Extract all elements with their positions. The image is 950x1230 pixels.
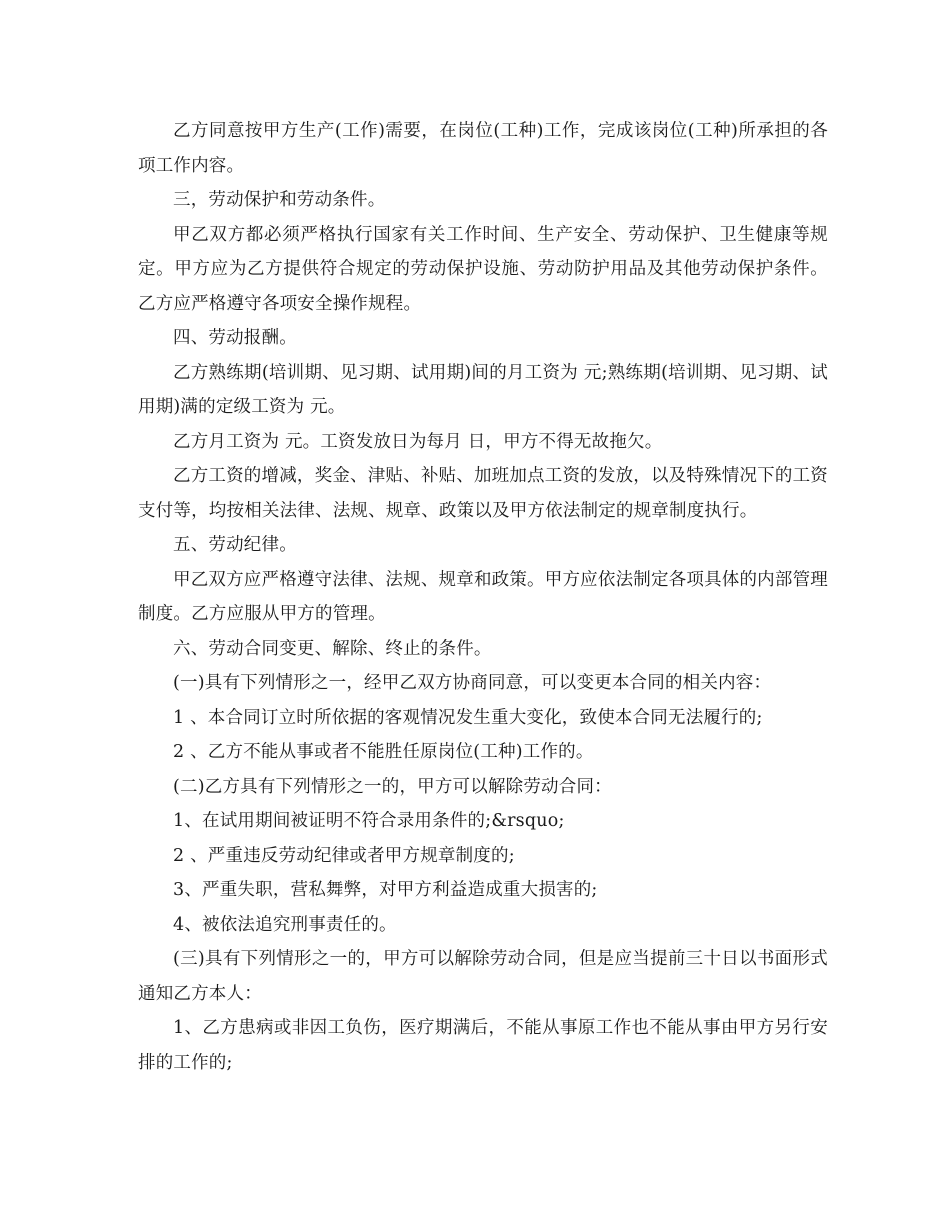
paragraph-labor-discipline: 甲乙双方应严格遵守法律、法规、规章和政策。甲方应依法制定各项具体的内部管理制度。乙方应服从甲方的管理。 <box>138 569 828 624</box>
heading-labor-protection: 三，劳动保护和劳动条件。 <box>173 190 386 210</box>
heading-contract-changes: 六、劳动合同变更、解除、终止的条件。 <box>173 638 492 659</box>
list-item-termination-3: 3、严重失职，营私舞弊，对甲方利益造成重大损害的; <box>173 880 598 900</box>
paragraph-wage-adjustment: 乙方工资的增减，奖金、津贴、补贴、加班加点工资的发放，以及特殊情况下的工资支付等，均按相关法律、法规、规章、政策以及甲方依法制定的规章制度执行。 <box>138 466 828 521</box>
paragraph-job-duties: 乙方同意按甲方生产(工作)需要，在岗位(工种)工作，完成该岗位(工种)所承担的各项工作内容。 <box>138 121 828 176</box>
heading-remuneration: 四、劳动报酬。 <box>173 328 297 348</box>
list-item-change-2: 2 、乙方不能从事或者不能胜任原岗位(工种)工作的。 <box>173 742 594 762</box>
paragraph-change-conditions: (一)具有下列情形之一，经甲乙双方协商同意，可以变更本合同的相关内容： <box>173 673 772 693</box>
paragraph-probation-wage: 乙方熟练期(培训期、见习期、试用期)间的月工资为 元;熟练期(培训期、见习期、试用期)满的定级工资为 元。 <box>138 362 828 417</box>
list-item-notice-1: 1、乙方患病或非因工负伤，医疗期满后，不能从事原工作也不能从事由甲方另行安排的工作的; <box>138 1018 828 1073</box>
list-item-termination-4: 4、被依法追究刑事责任的。 <box>173 914 397 935</box>
list-item-change-1: 1 、本合同订立时所依据的客观情况发生重大变化，致使本合同无法履行的; <box>173 707 763 728</box>
paragraph-notice-termination: (三)具有下列情形之一的，甲方可以解除劳动合同，但是应当提前三十日以书面形式通知乙方本人： <box>138 949 828 1004</box>
paragraph-labor-protection: 甲乙双方都必须严格执行国家有关工作时间、生产安全、劳动保护、卫生健康等规定。甲方应为乙方提供符合规定的劳动保护设施、劳动防护用品及其他劳动保护条件。乙方应严格遵守各项安全操作规程。 <box>138 224 828 314</box>
list-item-termination-1: 1、在试用期间被证明不符合录用条件的;&rsquo; <box>173 811 565 831</box>
heading-labor-discipline: 五、劳动纪律。 <box>173 535 297 555</box>
paragraph-monthly-wage: 乙方月工资为 元。工资发放日为每月 日，甲方不得无故拖欠。 <box>173 431 663 452</box>
list-item-termination-2: 2 、严重违反劳动纪律或者甲方规章制度的; <box>173 845 515 866</box>
document-body <box>138 114 828 1080</box>
paragraph-termination-conditions: (二)乙方具有下列情形之一的，甲方可以解除劳动合同： <box>173 776 612 797</box>
